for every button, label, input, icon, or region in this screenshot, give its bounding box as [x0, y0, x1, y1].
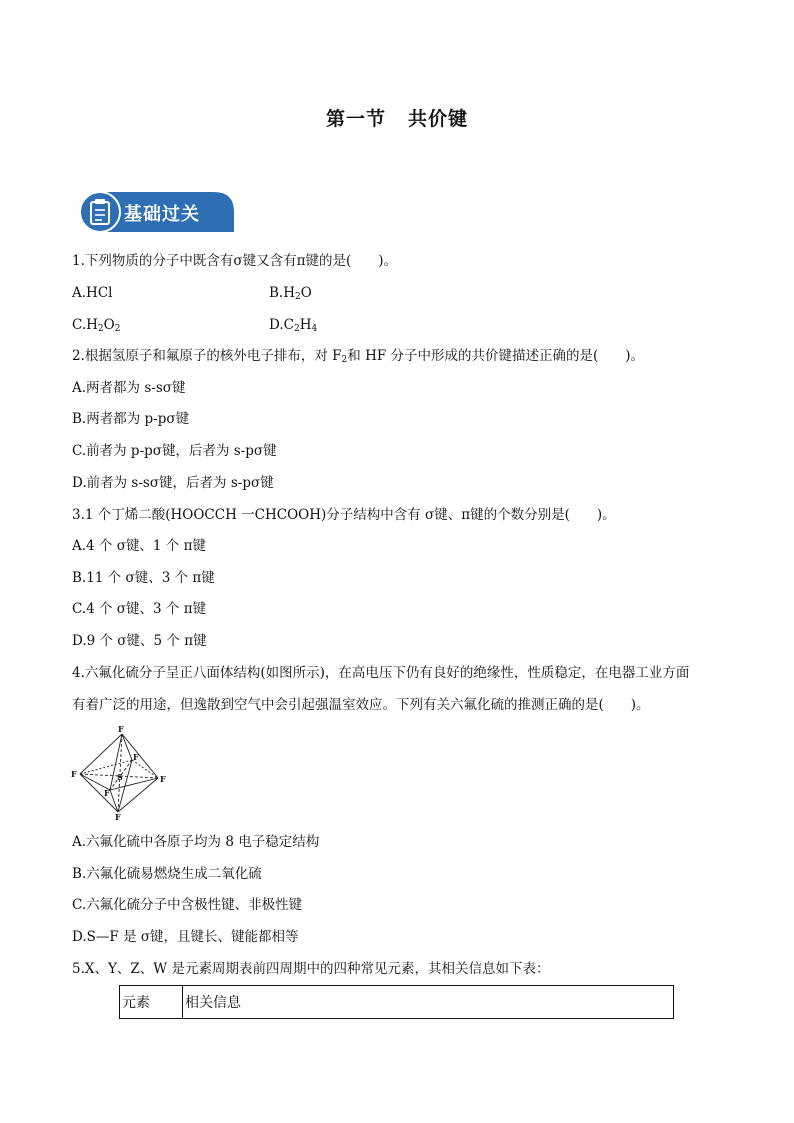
q1-options-row2	[72, 316, 318, 338]
q4-option-d: D.S—F 是 σ键，且键长、键能都相等	[72, 929, 299, 945]
table-row	[120, 986, 674, 1019]
sf6-center-atom-label: S	[117, 772, 123, 782]
q3-option-b: B.11 个 σ键、3 个 π键	[72, 570, 215, 586]
q2-option-a: A.两者都为 s-sσ键	[72, 380, 186, 396]
sf6-ligand-label-back: F	[133, 752, 139, 762]
q3-stem: 3.1 个丁烯二酸(HOOCCH 一CHCOOH)分子结构中含有 σ键、π键的个数分别是( )。	[72, 507, 616, 523]
q4-stem-line2: 有着广泛的用途，但逸散到空气中会引起强温室效应。下列有关六氟化硫的推测正确的是( )。	[72, 697, 650, 713]
q4-stem-line1: 4.六氟化硫分子呈正八面体结构(如图所示)，在高电压下仍有良好的绝缘性，性质稳定，在电器工业方面	[72, 665, 690, 681]
sf6-ligand-label-front: F	[104, 788, 110, 798]
q2-stem: 2.根据氢原子和氟原子的核外电子排布，对 $F_2$和 HF 分子中形成的共价键描述正确的是( )。	[72, 348, 645, 365]
q4-option-a: A.六氟化硫中各原子均为 8 电子稳定结构	[72, 834, 320, 850]
sf6-ligand-label-left: F	[71, 769, 77, 779]
sf6-ligand-label-bottom: F	[115, 812, 121, 822]
table-header-element: 元素	[120, 986, 183, 1019]
q1-options-row1	[72, 284, 312, 302]
q4-option-c: C.六氟化硫分子中含极性键、非极性键	[72, 897, 303, 913]
q1-option-d: $D.C_2H_4$	[269, 317, 318, 334]
page-title: 第一节 共价键	[325, 108, 469, 130]
table-header-info: 相关信息	[183, 986, 674, 1019]
section-badge-label: 基础过关	[124, 204, 200, 225]
q5-stem: 5.X、Y、Z、W 是元素周期表前四周期中的四种常见元素，其相关信息如下表：	[72, 961, 550, 977]
q4-option-b: B.六氟化硫易燃烧生成二氧化硫	[72, 866, 262, 882]
q3-option-a: A.4 个 σ键、1 个 π键	[72, 538, 206, 554]
q1-option-b: $B.H_2O$	[269, 285, 312, 302]
q2-option-c: C.前者为 p-pσ键，后者为 s-pσ键	[72, 443, 277, 459]
q3-option-c: C.4 个 σ键、3 个 π键	[72, 601, 207, 617]
q2-option-b: B.两者都为 p-pσ键	[72, 411, 190, 427]
sf6-ligand-label-top: F	[118, 724, 124, 734]
element-info-table	[119, 985, 674, 1019]
q2-option-d: D.前者为 s-sσ键，后者为 s-pσ键	[72, 475, 274, 491]
q3-option-d: D.9 个 σ键、5 个 π键	[72, 633, 207, 649]
q1-option-a: A.HCl	[72, 285, 113, 301]
q1-stem: 1.下列物质的分子中既含有σ键又含有π键的是( )。	[72, 253, 398, 269]
sf6-ligand-label-right: F	[160, 774, 166, 784]
q1-option-c: $C.H_2O_2$	[72, 317, 121, 334]
sf6-octahedron-figure	[70, 722, 170, 822]
